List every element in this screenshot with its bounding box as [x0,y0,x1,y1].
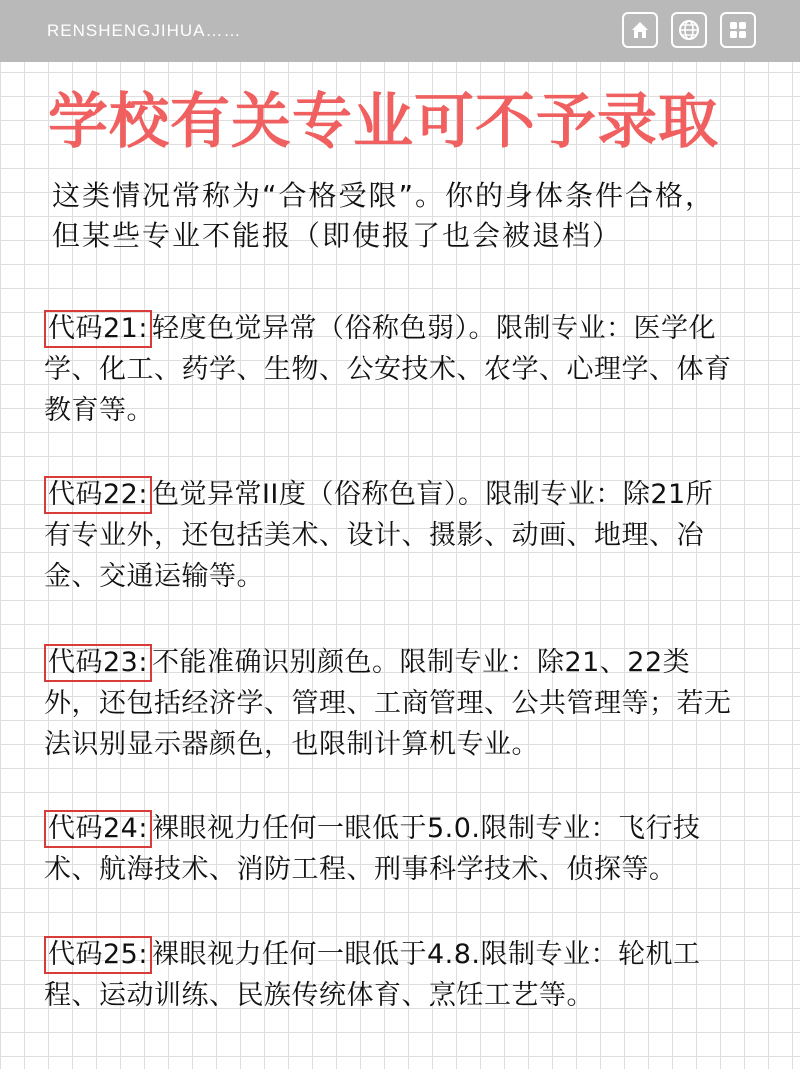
grid-icon [728,20,748,40]
code-label: 代码21: [44,310,152,348]
globe-button[interactable] [671,12,707,48]
home-button[interactable] [622,12,658,48]
code-label: 代码23: [44,644,152,682]
code-label: 代码24: [44,810,152,848]
code-label: 代码22: [44,476,152,514]
section-text: 裸眼视力任何一眼低于5.0.限制专业：飞行技术、航海技术、消防工程、刑事科学技术、侦探等。 [44,813,701,885]
grid-button[interactable] [720,12,756,48]
section-code-21 [44,308,734,431]
intro-text: 这类情况常称为“合格受限”。你的身体条件合格，但某些专业不能报（即使报了也会被退档） [52,179,716,252]
section-code-22 [44,474,734,597]
section-text: 色觉异常II度（俗称色盲）。限制专业：除21所有专业外，还包括美术、设计、摄影、动画、地理、冶金、交通运输等。 [44,479,714,592]
code-label: 代码25: [44,936,152,974]
top-bar [0,0,800,62]
globe-icon [678,19,700,41]
section-code-24 [44,808,734,890]
home-icon [630,20,650,40]
section-text: 轻度色觉异常（俗称色弱）。限制专业：医学化学、化工、药学、生物、公安技术、农学、心理学、体育教育等。 [44,313,732,426]
section-text: 不能准确识别颜色。限制专业：除21、22类外，还包括经济学、管理、工商管理、公共管理等；若无法识别显示器颜色，也限制计算机专业。 [44,647,732,760]
brand-text: RENSHENGJIHUA…… [47,21,242,40]
section-code-23 [44,642,734,765]
section-text: 裸眼视力任何一眼低于4.8.限制专业：轮机工程、运动训练、民族传统体育、烹饪工艺等。 [44,939,701,1011]
section-code-25 [44,934,734,1016]
page-title: 学校有关专业可不予录取 [48,87,719,157]
